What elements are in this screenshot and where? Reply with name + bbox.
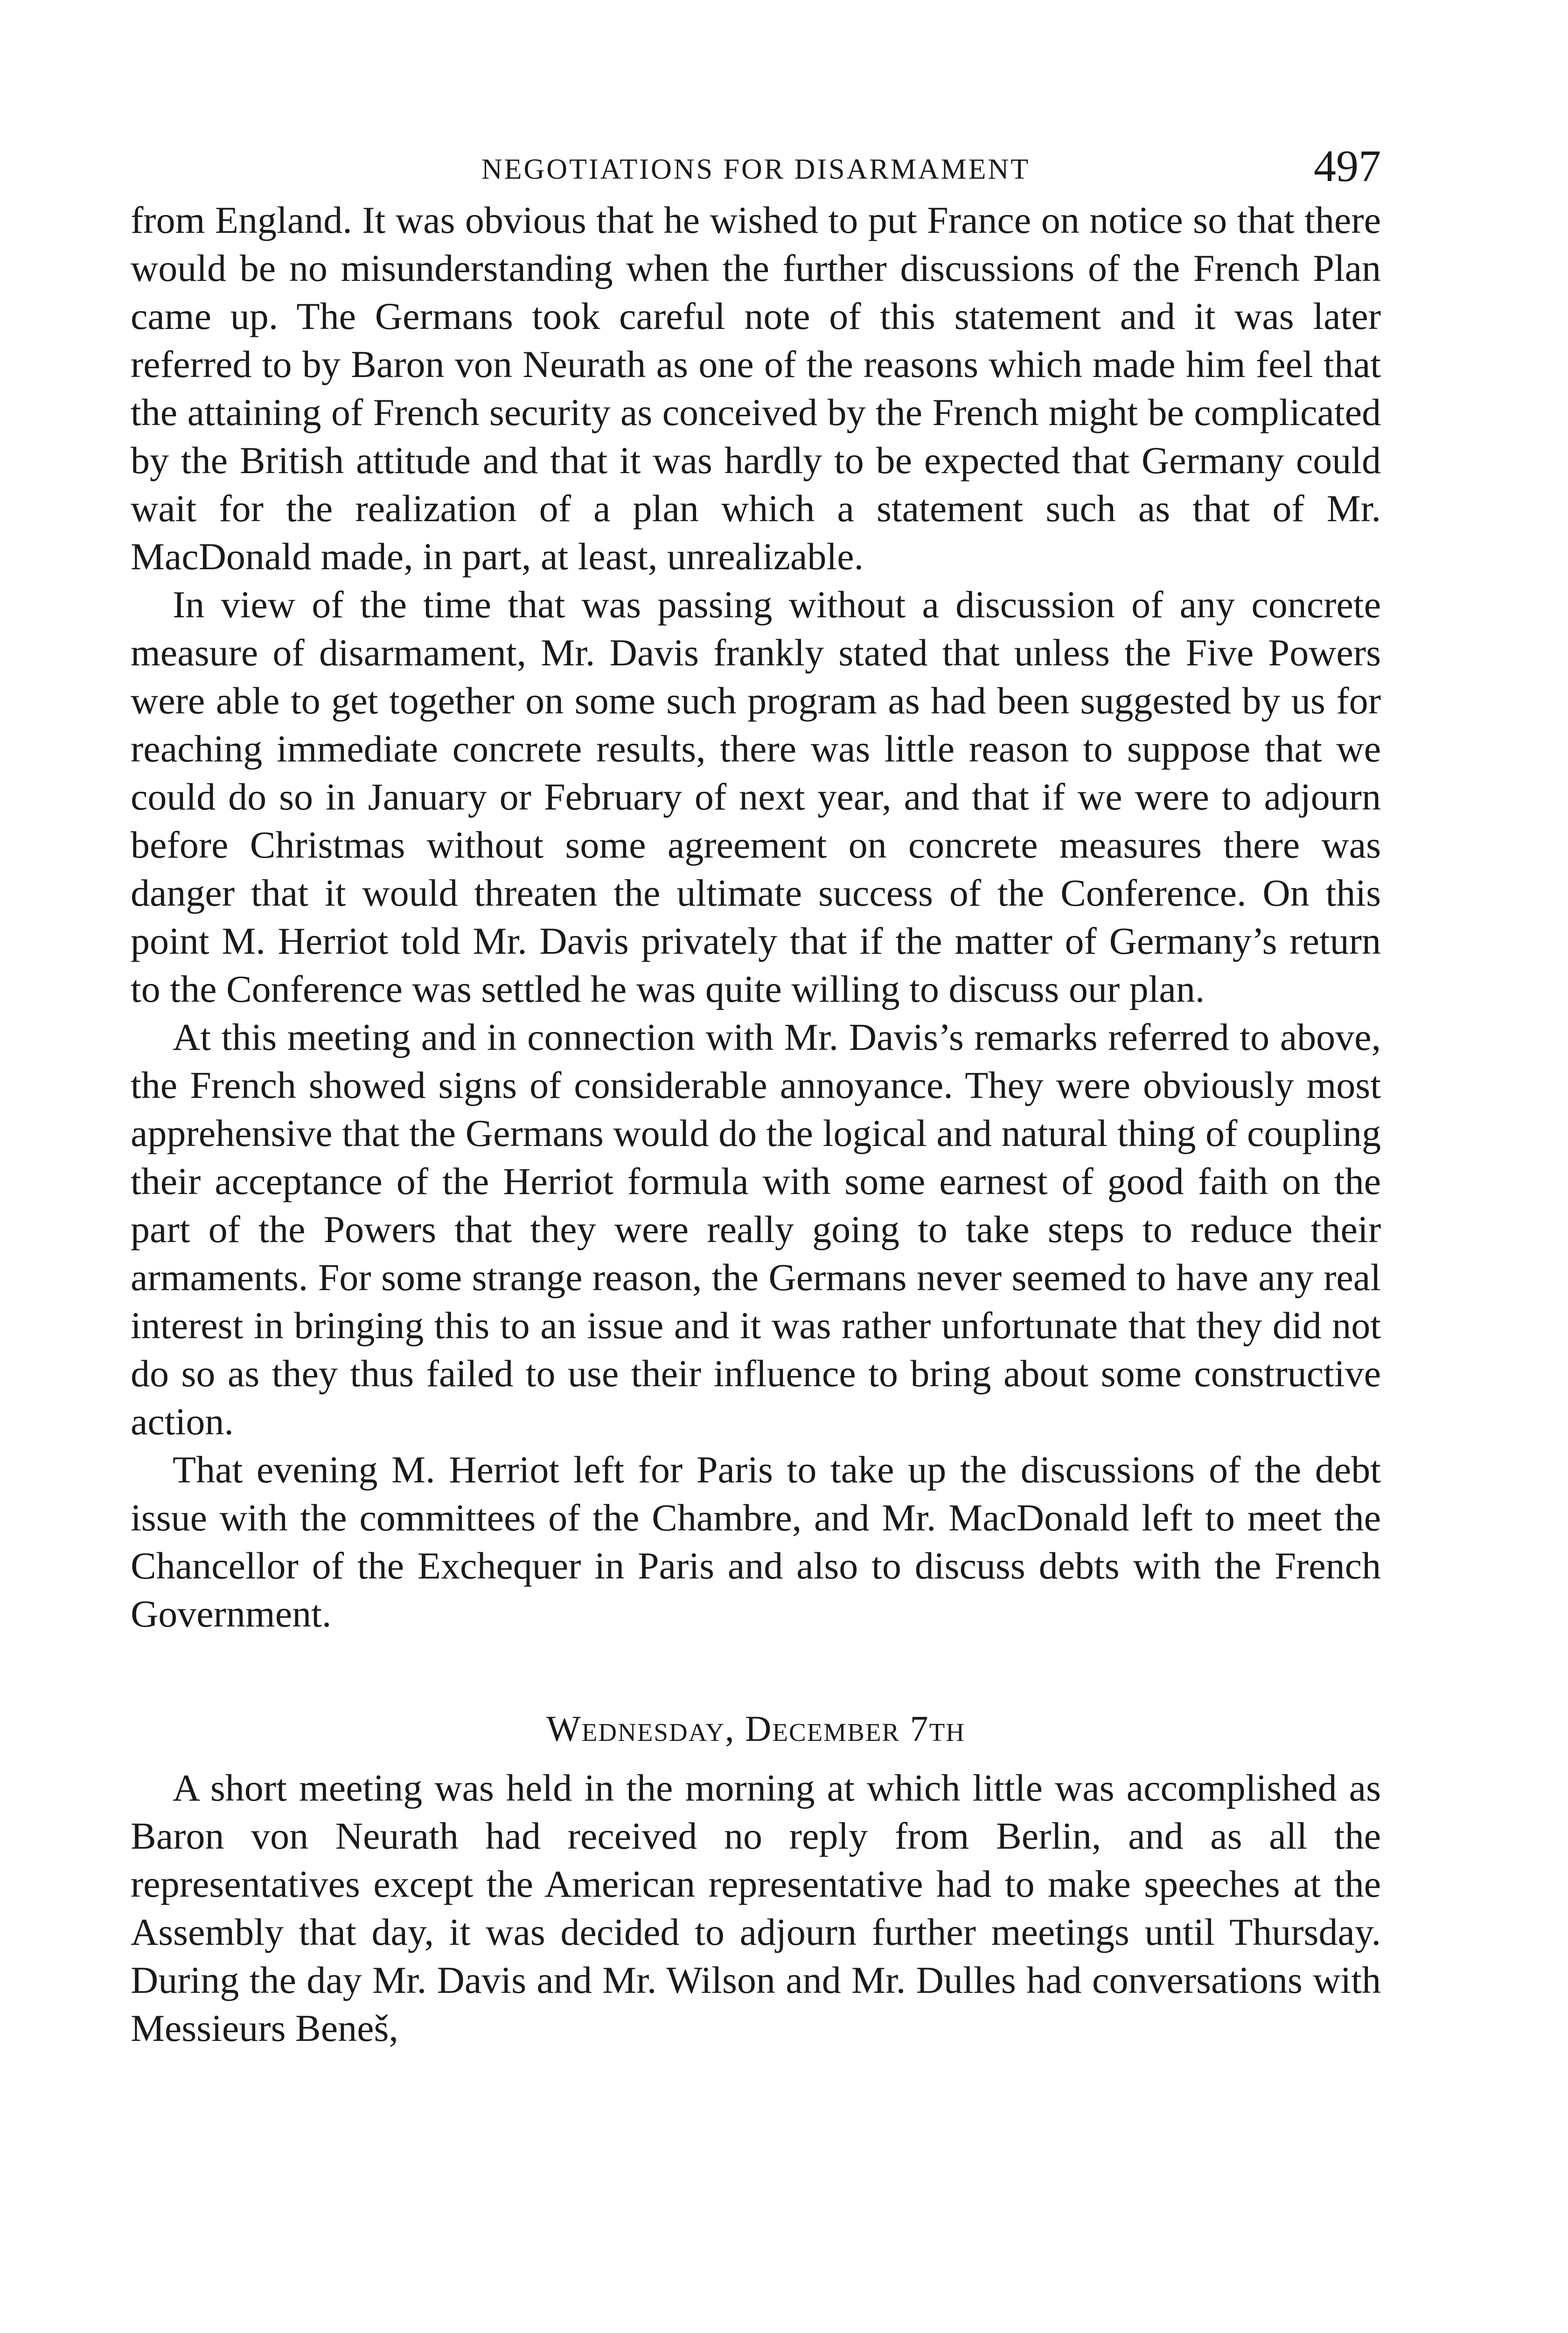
paragraph-3: At this meeting and in connection with Mr. Davis’s remarks referred to above, the French showed signs of considerable annoyance. They were obviously most apprehensive that the Germans would do the logical and natural thing of coupling their acceptance of the Herriot formula with some earnest of good faith on the part of the Powers that they were really going to take steps to reduce their armaments. For some strange reason, the Germans never seemed to have any real interest in bringing this to an issue and it was rather unfortunate that they did not do so as they thus failed to use their influence to bring about some constructive action. (131, 1016, 1381, 1443)
running-title: NEGOTIATIONS FOR DISARMAMENT (481, 154, 1031, 185)
section-paragraph: A short meeting was held in the morning at which little was accomplished as Baron von Neurath had received no reply from Berlin, and as all the representatives except the American representative had to make speeches at the Assembly that day, it was decided to adjourn further meetings until Thursday. During the day Mr. Davis and Mr. Wilson and Mr. Dulles had conversations with Messieurs Beneš, (131, 1767, 1381, 2049)
page-number: 497 (1314, 141, 1381, 191)
running-head (131, 140, 1381, 196)
body-text (131, 196, 1381, 2052)
paragraph-4: That evening M. Herriot left for Paris to take up the discussions of the debt issue with the committees of the Chambre, and Mr. MacDonald left to meet the Chancellor of the Exchequer in Paris and also to discuss debts with the French Government. (131, 1448, 1381, 1635)
paragraph-2: In view of the time that was passing without a discussion of any concrete measure of disarmament, Mr. Davis frankly stated that unless the Five Powers were able to get together on some such program as had been suggested by us for reaching immediate concrete results, there was little reason to suppose that we could do so in January or February of next year, and that if we were to adjourn before Christmas without some agreement on concrete measures there was danger that it would threaten the ultimate success of the Conference. On this point M. Herriot told Mr. Davis privately that if the matter of Germany’s return to the Conference was settled he was quite willing to discuss our plan. (131, 583, 1381, 1010)
section-heading: Wednesday, December 7th (546, 1708, 965, 1749)
paragraph-1: from England. It was obvious that he wished to put France on notice so that there would be no misunderstanding when the further discussions of the French Plan came up. The Germans took careful note of this statement and it was later referred to by Baron von Neurath as one of the reasons which made him feel that the attaining of French security as conceived by the French might be complicated by the British attitude and that it was hardly to be expected that Germany could wait for the realization of a plan which a statement such as that of Mr. MacDonald made, in part, at least, unrealizable. (131, 199, 1381, 578)
book-page (131, 140, 1381, 2052)
